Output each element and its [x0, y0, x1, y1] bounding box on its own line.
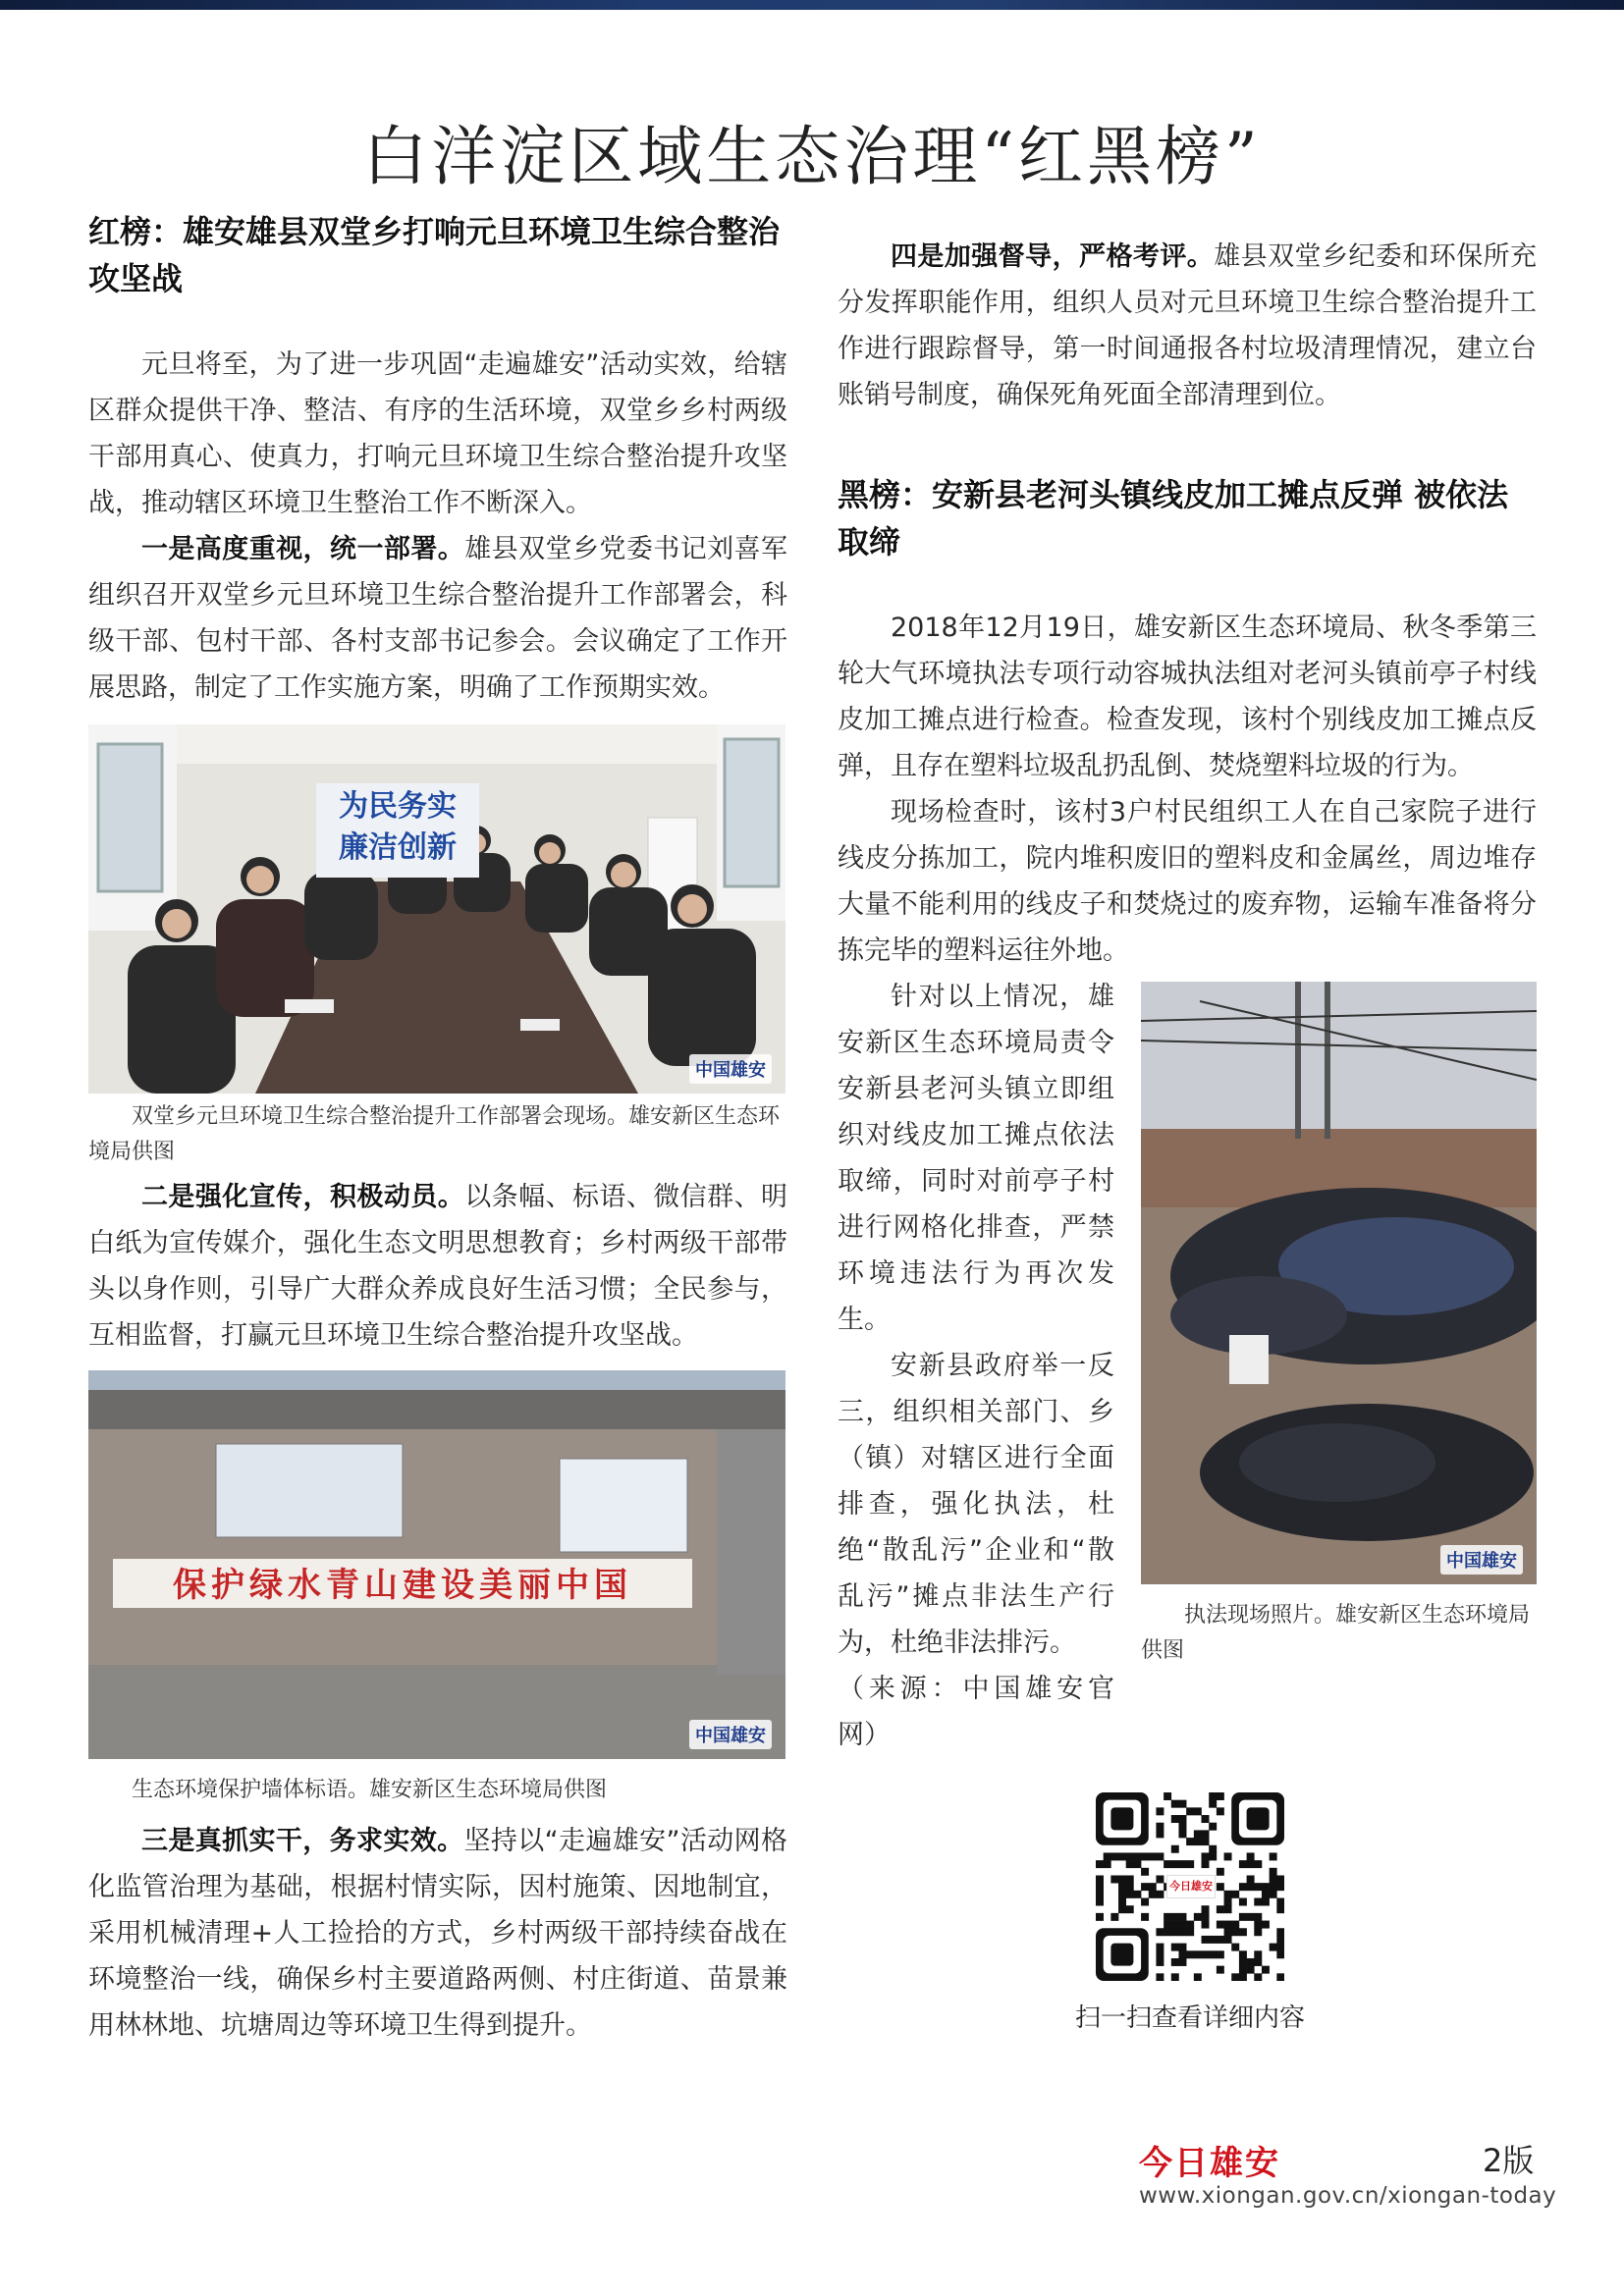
meeting-photo-scene	[88, 724, 785, 1094]
enforcement-photo-watermark: 中国雄安	[1440, 1545, 1523, 1575]
wall-photo-watermark: 中国雄安	[689, 1720, 772, 1749]
red-list-heading: 红榜：雄安雄县双堂乡打响元旦环境卫生综合整治攻坚战	[88, 213, 781, 297]
black-followup-paragraph: 安新县政府举一反三，组织相关部门、乡（镇）对辖区进行全面排查，强化执法，杜绝“散乱污”企业和“散乱污”摊点非法生产行为，杜绝非法排污。	[838, 1351, 1114, 1658]
black-inspection-paragraph: 现场检查时，该村3户村民组织工人在自己家院子进行线皮分拣加工，院内堆积废旧的塑料皮和金属丝，周边堆存大量不能利用的线皮子和焚烧过的废弃物，运输车准备将分拣完毕的塑料运往外地。	[838, 797, 1537, 966]
red-point-2-paragraph	[88, 1174, 787, 1359]
right-column	[838, 234, 1538, 1750]
black-intro-paragraph: 2018年12月19日，雄安新区生态环境局、秋冬季第三轮大气环境执法专项行动容城执法组对老河头镇前亭子村线皮加工摊点进行检查。检查发现，该村个别线皮加工摊点反弹，且存在塑料垃圾乱扔乱倒、焚烧塑料垃圾的行为。	[838, 613, 1537, 781]
footer-url[interactable]: www.xiongan.gov.cn/xiongan-today	[1139, 2183, 1557, 2209]
wall-slogan-photo-scene	[88, 1370, 785, 1759]
enforcement-photo-scene	[1141, 982, 1537, 1584]
page-title: 白洋淀区域生态治理“红黑榜”	[362, 119, 1262, 195]
red-point-3-paragraph	[88, 1818, 787, 2049]
footer-logo: 今日雄安	[1139, 2144, 1280, 2183]
black-action-paragraph: 针对以上情况，雄安新区生态环境局责令安新县老河头镇立即组织对线皮加工摊点依法取缔，同时对前亭子村进行网格化排查，严禁环境违法行为再次发生。	[838, 982, 1114, 1335]
qr-caption: 扫一扫查看详细内容	[1074, 2003, 1305, 2033]
red-point-3-text: 坚持以“走遍雄安”活动网格化监管治理为基础，根据村情实际，因村施策、因地制宜，采用机械清理+人工捡拾的方式，乡村两级干部持续奋战在环境整治一线，确保乡村主要道路两侧、村庄街道、苗景兼用林林地、坑塘周边等环境卫生得到提升。	[88, 1826, 787, 2041]
meeting-wall-slogan-2: 廉洁创新	[339, 830, 457, 865]
qr-code[interactable]	[1096, 1792, 1284, 1981]
red-point-3-lead: 三是真抓实干，务求实效。	[141, 1826, 464, 1856]
red-list-column	[88, 208, 787, 2049]
meeting-photo	[88, 724, 785, 1094]
red-point-4-text: 雄县双堂乡纪委和环保所充分发挥职能作用，组织人员对元旦环境卫生综合整治提升工作进行跟踪督导，第一时间通报各村垃圾清理情况，建立台账销号制度，确保死角死面全部清理到位。	[838, 241, 1538, 410]
red-point-1-paragraph	[88, 526, 787, 711]
meeting-wall-slogan-1: 为民务实	[339, 789, 457, 824]
red-intro-paragraph: 元旦将至，为了进一步巩固“走遍雄安”活动实效，给辖区群众提供干净、整洁、有序的生活环境，双堂乡乡村两级干部用真心、使真力，打响元旦环境卫生综合整治提升攻坚战，推动辖区环境卫生整治工作不断深入。	[88, 349, 787, 518]
black-photo-section	[838, 974, 1537, 1750]
enforcement-photo	[1141, 982, 1537, 1584]
red-point-4-paragraph	[838, 234, 1537, 418]
red-point-4-lead: 四是加强督导，严格考评。	[891, 241, 1215, 272]
qr-center-label: 今日雄安	[1166, 1875, 1216, 1898]
red-point-2-text: 以条幅、标语、微信群、明白纸为宣传媒介，强化生态文明思想教育；乡村两级干部带头以身作则，引导广大群众养成良好生活习惯；全民参与，互相监督，打赢元旦环境卫生综合整治提升攻坚战。	[88, 1182, 788, 1351]
enforcement-photo-caption: 执法现场照片。雄安新区生态环境局供图	[1141, 1603, 1531, 1663]
red-point-1-text: 雄县双堂乡党委书记刘喜军组织召开双堂乡元旦环境卫生综合整治提升工作部署会，科级干部、包村干部、各村支部书记参会。会议确定了工作开展思路，制定了工作实施方案，明确了工作预期实效。	[88, 534, 788, 703]
wall-slogan-text: 保护绿水青山建设美丽中国	[173, 1566, 632, 1605]
wall-slogan-photo	[88, 1370, 785, 1759]
black-side-text	[838, 974, 1114, 1758]
page-number: 2版	[1483, 2142, 1535, 2179]
meeting-photo-caption: 双堂乡元旦环境卫生综合整治提升工作部署会现场。雄安新区生态环境局供图	[88, 1104, 781, 1164]
red-point-1-lead: 一是高度重视，统一部署。	[141, 534, 465, 564]
black-list-heading: 黑榜：安新县老河头镇线皮加工摊点反弹 被依法取缔	[838, 476, 1509, 561]
black-source: （来源：中国雄安官网）	[838, 1674, 1114, 1750]
red-point-2-lead: 二是强化宣传，积极动员。	[141, 1182, 465, 1212]
wall-photo-caption: 生态环境保护墙体标语。雄安新区生态环境局供图	[132, 1778, 608, 1802]
top-banner-bar	[0, 0, 1624, 10]
meeting-photo-watermark: 中国雄安	[689, 1054, 772, 1084]
